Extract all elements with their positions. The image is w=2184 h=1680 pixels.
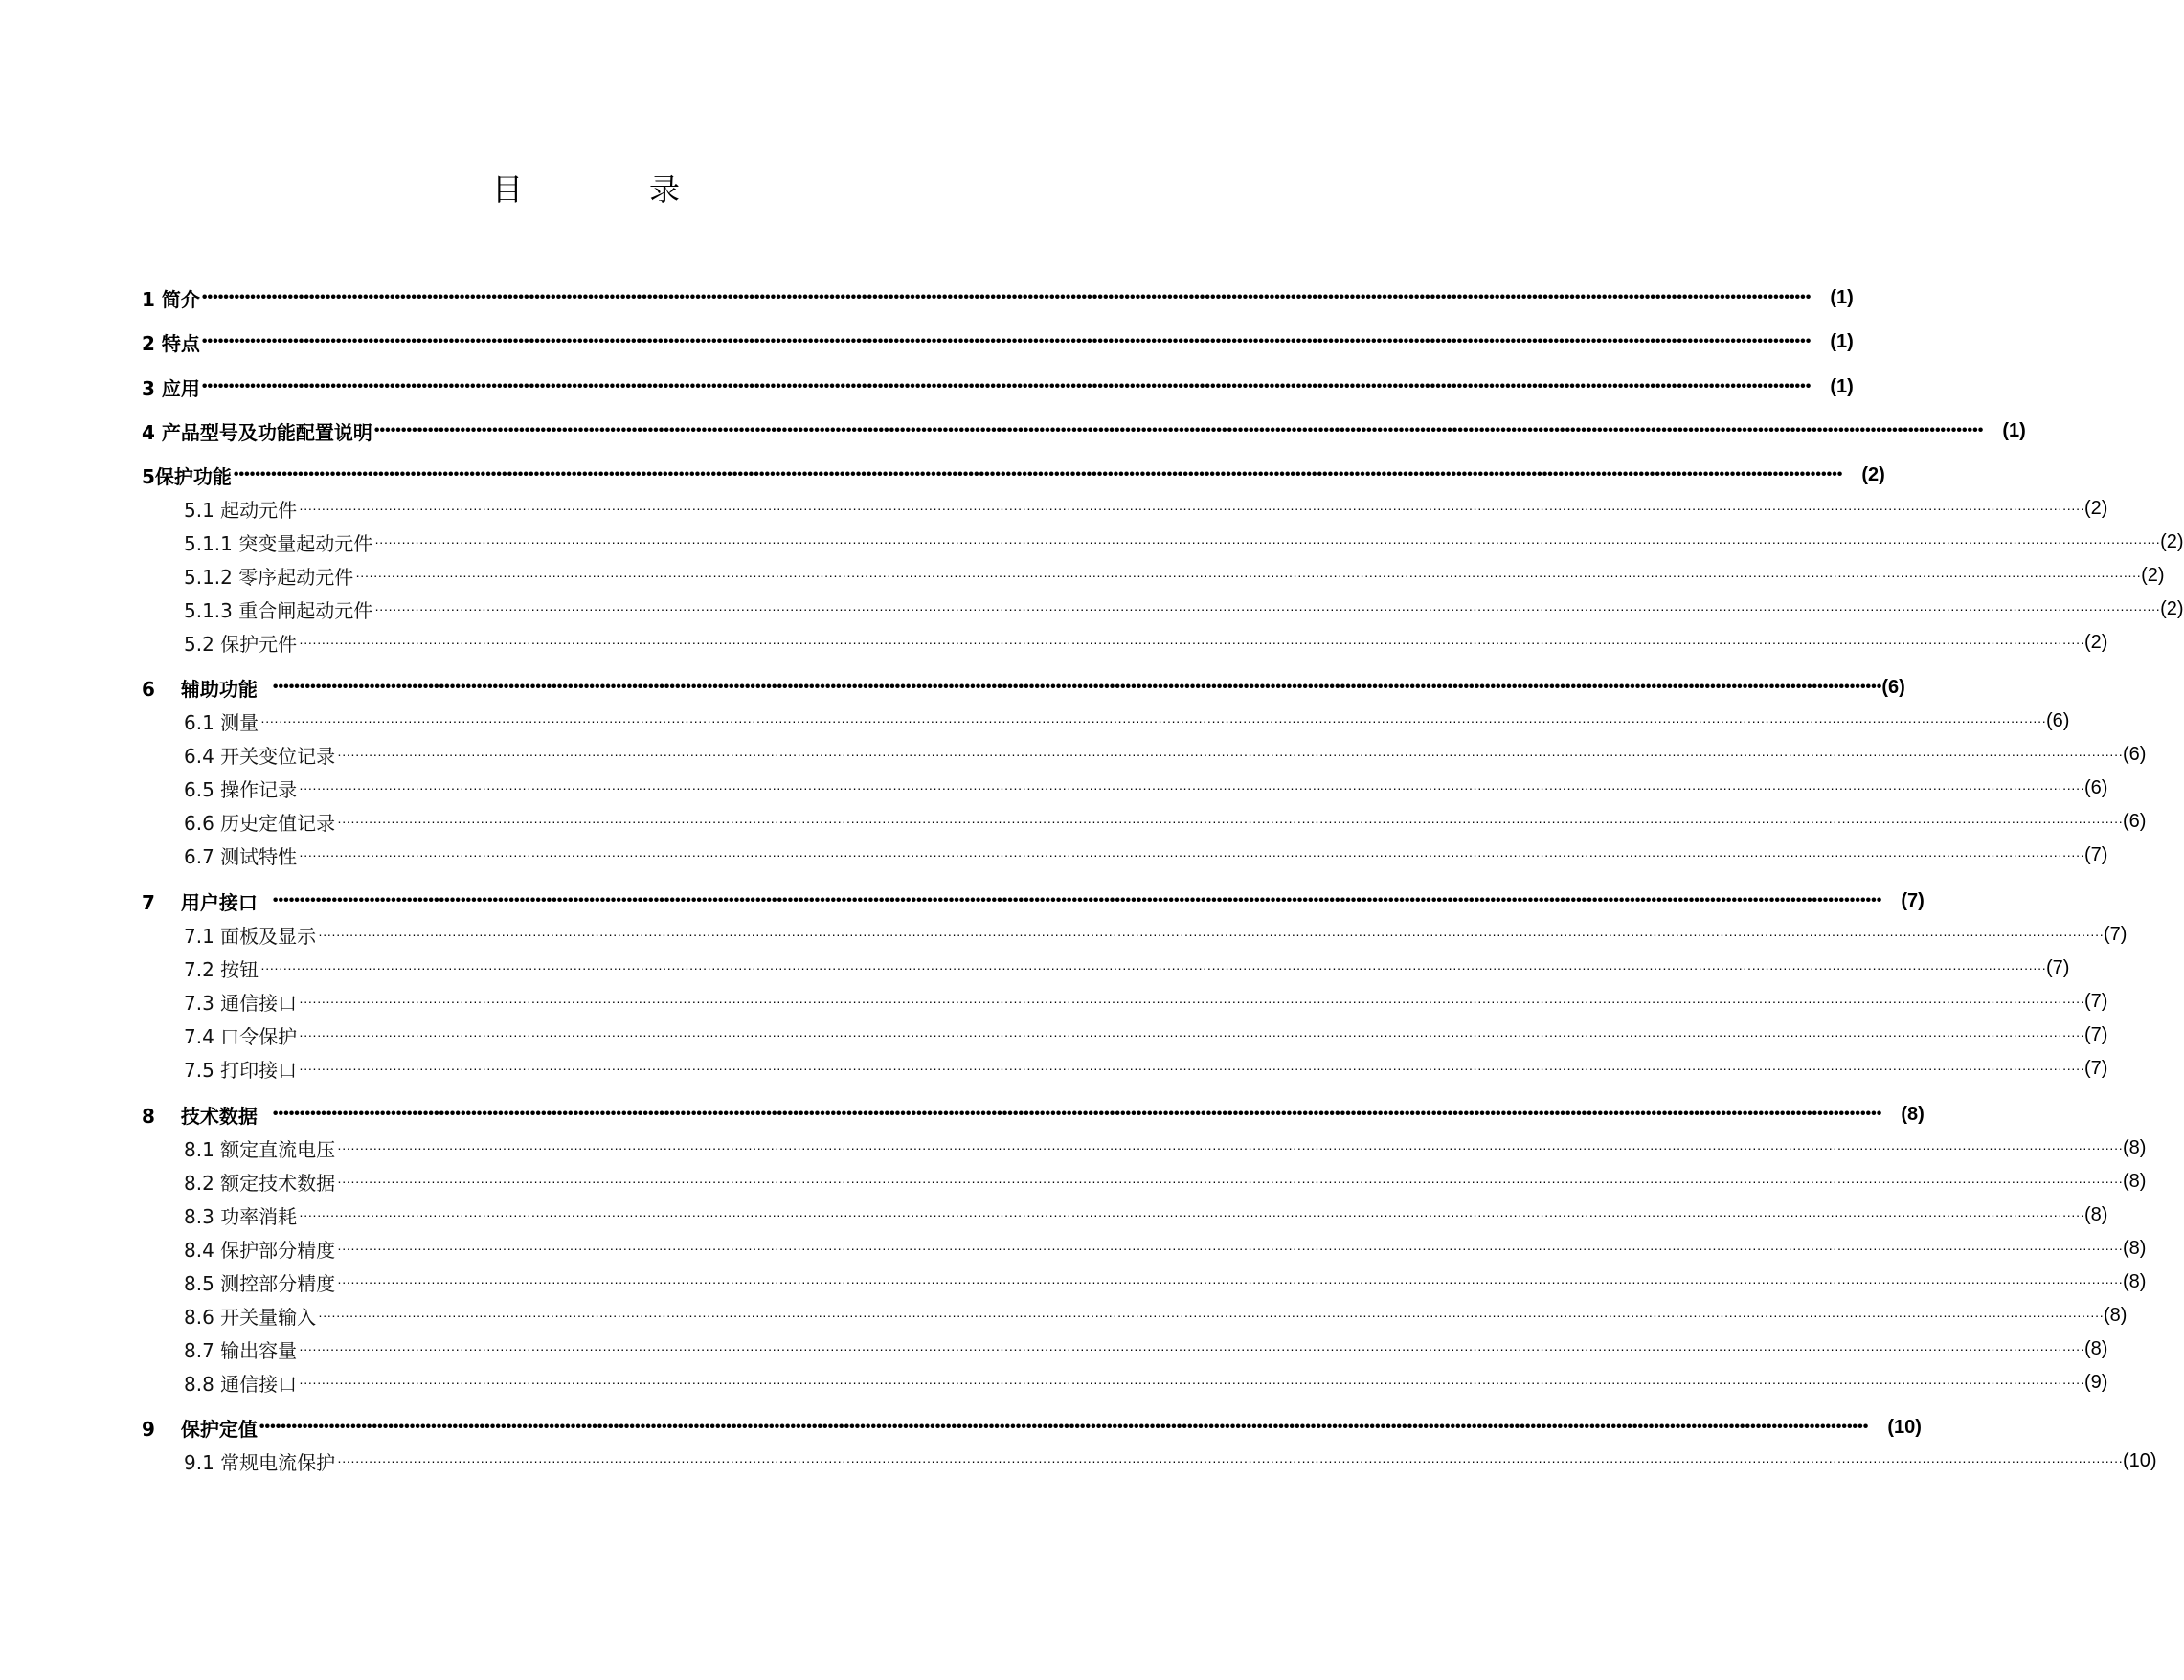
toc-subsection-entry[interactable] bbox=[184, 807, 2147, 836]
toc-section-entry[interactable] bbox=[142, 1100, 1925, 1129]
toc-entry-label bbox=[184, 707, 260, 735]
dot-leader: ················································································································································································································································································································································································································ bbox=[318, 1308, 2105, 1323]
toc-entry-label bbox=[142, 284, 202, 312]
toc-subsection-entry[interactable] bbox=[184, 920, 2128, 949]
toc-section-entry[interactable] bbox=[142, 327, 1854, 356]
toc-entry-label bbox=[142, 461, 234, 489]
toc-page-number: (6) bbox=[2123, 743, 2147, 765]
toc-entry-number: 9.1 bbox=[184, 1450, 214, 1474]
dot-leader: •••••••••••••••••••••••••••••••••••••••••••••••••••••••••••••••••••••••••••••••••••••••••••••••••••••••••••••••••••••••••••••••••••••••••••••••••••••••••••••••••••••••••••••••••••••••••••••••••••••••••••••••••••••••••••••••••••••••••••••••••••••••••••••••••••••••••••••••••••••••••••••••••••••••••••• bbox=[272, 892, 1882, 908]
toc-entry-text: 保护部分精度 bbox=[220, 1238, 336, 1262]
dot-leader: ················································································································································································································································································································································································································ bbox=[337, 747, 2124, 762]
dot-leader: •••••••••••••••••••••••••••••••••••••••••••••••••••••••••••••••••••••••••••••••••••••••••••••••••••••••••••••••••••••••••••••••••••••••••••••••••••••••••••••••••••••••••••••••••••••••••••••••••••••••••••••••••••••••••••••••••••••••••••••••••••••••••••••••••••••••••••••••••••••••••••••••••••••••••••• bbox=[201, 378, 1812, 394]
toc-entry-label bbox=[142, 1414, 259, 1442]
toc-entry-text: 打印接口 bbox=[220, 1058, 298, 1082]
toc-entry-label bbox=[184, 595, 374, 623]
dot-leader: ················································································································································································································································································································································································································ bbox=[299, 1061, 2085, 1076]
toc-entry-text: 技术数据 bbox=[180, 1104, 258, 1128]
toc-entry-number: 8.6 bbox=[184, 1305, 214, 1329]
toc-entry-text: 通信接口 bbox=[220, 991, 298, 1015]
toc-page-number: (8) bbox=[2123, 1136, 2147, 1158]
toc-section-entry[interactable] bbox=[142, 283, 1854, 312]
toc-entry-number: 7 bbox=[142, 890, 155, 914]
toc-entry-number: 9 bbox=[142, 1417, 155, 1441]
toc-entry-text: 特点 bbox=[161, 331, 200, 355]
toc-subsection-entry[interactable] bbox=[184, 740, 2147, 769]
toc-section-entry[interactable] bbox=[142, 886, 1925, 915]
toc-page-number: (8) bbox=[2123, 1170, 2147, 1192]
toc-entry-label bbox=[184, 562, 355, 590]
toc-entry-text: 用户接口 bbox=[180, 890, 258, 914]
toc-page-number: (2) bbox=[2160, 530, 2184, 552]
toc-subsection-entry[interactable] bbox=[184, 1200, 2108, 1229]
toc-page-number: (2) bbox=[1861, 463, 1885, 485]
toc-entry-text: 功率消耗 bbox=[220, 1204, 298, 1228]
toc-entry-text: 辅助功能 bbox=[180, 677, 258, 701]
dot-leader: ················································································································································································································································································································································································································ bbox=[337, 1274, 2124, 1289]
toc-subsection-entry[interactable] bbox=[184, 1167, 2147, 1196]
toc-entry-number: 6.7 bbox=[184, 844, 214, 868]
dot-leader: ················································································································································································································································································································································································································ bbox=[299, 635, 2085, 650]
toc-page-number: (7) bbox=[1901, 889, 1925, 911]
toc-entry-text: 按钮 bbox=[220, 957, 259, 981]
toc-entry-number: 8.2 bbox=[184, 1171, 214, 1195]
toc-entry-number: 7.3 bbox=[184, 991, 214, 1015]
toc-entry-number: 4 bbox=[142, 420, 155, 444]
toc-page-number: (8) bbox=[2084, 1203, 2108, 1225]
toc-entry-number: 8.3 bbox=[184, 1204, 214, 1228]
title-char-2: 录 bbox=[649, 171, 681, 208]
toc-page-number: (8) bbox=[2084, 1337, 2108, 1359]
dot-leader: ················································································································································································································································································································································································································ bbox=[299, 780, 2085, 795]
toc-subsection-entry[interactable] bbox=[184, 494, 2108, 523]
dot-leader: ················································································································································································································································································································································································································ bbox=[374, 601, 2161, 616]
toc-page-number: (2) bbox=[2084, 497, 2108, 519]
toc-subsection-entry[interactable] bbox=[184, 1234, 2147, 1263]
toc-entry-number: 6.1 bbox=[184, 710, 214, 734]
dot-leader: ················································································································································································································································································································································································································ bbox=[355, 568, 2142, 583]
toc-entry-label bbox=[142, 674, 259, 702]
toc-entry-label bbox=[184, 1335, 299, 1363]
toc-page-number: (2) bbox=[2160, 597, 2184, 619]
dot-leader: ················································································································································································································································································································································································································ bbox=[299, 1341, 2085, 1356]
toc-subsection-entry[interactable] bbox=[184, 773, 2108, 802]
toc-subsection-entry[interactable] bbox=[184, 706, 2070, 735]
toc-entry-text: 额定直流电压 bbox=[220, 1137, 336, 1161]
toc-entry-text: 测控部分精度 bbox=[220, 1271, 336, 1295]
toc-entry-text: 保护元件 bbox=[220, 632, 298, 656]
toc-entry-number: 5.1.3 bbox=[184, 598, 233, 622]
toc-section-entry[interactable] bbox=[142, 1413, 1922, 1442]
toc-page-number: (8) bbox=[2123, 1237, 2147, 1259]
toc-entry-label bbox=[142, 373, 202, 401]
toc-entry-text: 通信接口 bbox=[220, 1372, 298, 1396]
toc-page-number: (1) bbox=[1830, 330, 1854, 352]
toc-page-number: (7) bbox=[2104, 923, 2128, 945]
toc-entry-number: 8.8 bbox=[184, 1372, 214, 1396]
toc-entry-number: 6.4 bbox=[184, 744, 214, 768]
dot-leader: ················································································································································································································································································································································································································ bbox=[260, 713, 2047, 728]
toc-page-number: (8) bbox=[2123, 1270, 2147, 1292]
toc-subsection-entry[interactable] bbox=[184, 987, 2108, 1016]
toc-subsection-entry[interactable] bbox=[184, 1446, 2157, 1475]
toc-entry-text: 操作记录 bbox=[220, 777, 298, 801]
dot-leader: ················································································································································································································································································································································································································ bbox=[299, 1027, 2085, 1042]
toc-entry-label bbox=[184, 1369, 299, 1397]
toc-entry-text: 简介 bbox=[161, 287, 200, 311]
dot-leader: ················································································································································································································································································································································································································ bbox=[337, 814, 2124, 829]
toc-entry-number: 8.4 bbox=[184, 1238, 214, 1262]
toc-page-number: (2) bbox=[2084, 631, 2108, 653]
toc-subsection-entry[interactable] bbox=[184, 1301, 2128, 1330]
toc-entry-text: 保护定值 bbox=[180, 1417, 258, 1441]
toc-entry-label bbox=[184, 495, 299, 523]
toc-entry-label bbox=[184, 1235, 337, 1263]
toc-entry-number: 6.5 bbox=[184, 777, 214, 801]
toc-entry-number: 7.5 bbox=[184, 1058, 214, 1082]
toc-entry-label bbox=[142, 417, 374, 445]
dot-leader: •••••••••••••••••••••••••••••••••••••••••••••••••••••••••••••••••••••••••••••••••••••••••••••••••••••••••••••••••••••••••••••••••••••••••••••••••••••••••••••••••••••••••••••••••••••••••••••••••••••••••••••••••••••••••••••••••••••••••••••••••••••••••••••••••••••••••••••••••••••••••••••••••••••••••••• bbox=[201, 333, 1812, 349]
toc-page-number: (8) bbox=[1901, 1103, 1925, 1125]
toc-entry-label bbox=[184, 921, 318, 949]
toc-entry-label bbox=[184, 629, 299, 657]
toc-subsection-entry[interactable] bbox=[184, 628, 2108, 657]
toc-entry-number: 6 bbox=[142, 677, 155, 701]
toc-subsection-entry[interactable] bbox=[184, 953, 2070, 982]
dot-leader: ················································································································································································································································································································································································································ bbox=[337, 1174, 2124, 1189]
toc-entry-number: 7.2 bbox=[184, 957, 214, 981]
dot-leader: ················································································································································································································································································································································································································ bbox=[299, 1375, 2085, 1390]
toc-entry-label bbox=[184, 1168, 337, 1196]
toc-page-number: (6) bbox=[2123, 810, 2147, 832]
toc-entry-label bbox=[184, 528, 374, 556]
toc-entry-number: 7.1 bbox=[184, 924, 214, 948]
toc-page-number: (6) bbox=[2046, 709, 2070, 731]
toc-page-number: (10) bbox=[2123, 1449, 2157, 1471]
toc-entry-label bbox=[184, 1055, 299, 1083]
dot-leader: ················································································································································································································································································································································································································ bbox=[299, 847, 2085, 862]
toc-entry-label bbox=[184, 1302, 318, 1330]
toc-entry-label bbox=[184, 741, 337, 769]
dot-leader: ················································································································································································································································································································································································································ bbox=[318, 927, 2105, 942]
toc-subsection-entry[interactable] bbox=[184, 1334, 2108, 1363]
toc-entry-text: 应用 bbox=[161, 376, 200, 400]
toc-entry-number: 5.2 bbox=[184, 632, 214, 656]
toc-subsection-entry[interactable] bbox=[184, 561, 2165, 590]
toc-page-number: (6) bbox=[2084, 776, 2108, 798]
toc-page-number: (7) bbox=[2046, 956, 2070, 978]
toc-section-entry[interactable] bbox=[142, 460, 1885, 489]
toc-entry-text: 口令保护 bbox=[220, 1024, 298, 1048]
toc-subsection-entry[interactable] bbox=[184, 1133, 2147, 1162]
dot-leader: ················································································································································································································································································································································································································ bbox=[299, 501, 2085, 516]
toc-entry-text: 额定技术数据 bbox=[220, 1171, 336, 1195]
dot-leader: •••••••••••••••••••••••••••••••••••••••••••••••••••••••••••••••••••••••••••••••••••••••••••••••••••••••••••••••••••••••••••••••••••••••••••••••••••••••••••••••••••••••••••••••••••••••••••••••••••••••••••••••••••••••••••••••••••••••••••••••••••••••••••••••••••••••••••••••••••••••••••••••••••••••••••• bbox=[272, 1106, 1882, 1122]
dot-leader: ················································································································································································································································································································································································································ bbox=[299, 1207, 2085, 1222]
toc-entry-number: 8.1 bbox=[184, 1137, 214, 1161]
toc-entry-text: 输出容量 bbox=[220, 1338, 298, 1362]
toc-entry-text: 开关量输入 bbox=[220, 1305, 317, 1329]
toc-page-number: (9) bbox=[2084, 1371, 2108, 1393]
dot-leader: •••••••••••••••••••••••••••••••••••••••••••••••••••••••••••••••••••••••••••••••••••••••••••••••••••••••••••••••••••••••••••••••••••••••••••••••••••••••••••••••••••••••••••••••••••••••••••••••••••••••••••••••••••••••••••••••••••••••••••••••••••••••••••••••••••••••••••••••••••••••••••••••••••••••••••• bbox=[201, 289, 1812, 305]
toc-subsection-entry[interactable] bbox=[184, 527, 2184, 556]
toc-page-number: (1) bbox=[1830, 286, 1854, 308]
toc-entry-label bbox=[142, 328, 202, 356]
toc-entry-label bbox=[184, 1201, 299, 1229]
toc-entry-text: 历史定值记录 bbox=[220, 811, 336, 835]
dot-leader: ················································································································································································································································································································································································································ bbox=[337, 1140, 2124, 1155]
toc-entry-text: 测量 bbox=[220, 710, 259, 734]
toc-page-number: (7) bbox=[2084, 990, 2108, 1012]
toc-entry-label bbox=[184, 774, 299, 802]
dot-leader: ················································································································································································································································································································································································································ bbox=[337, 1241, 2124, 1256]
toc-section-entry[interactable] bbox=[142, 372, 1854, 401]
toc-entry-label bbox=[184, 841, 299, 869]
toc-entry-number: 2 bbox=[142, 331, 155, 355]
toc-page-number: (7) bbox=[2084, 843, 2108, 865]
toc-entry-text: 起动元件 bbox=[220, 498, 298, 522]
toc-entry-text: 常规电流保护 bbox=[220, 1450, 336, 1474]
toc-page-number: (8) bbox=[2104, 1304, 2128, 1326]
toc-entry-number: 3 bbox=[142, 376, 155, 400]
toc-entry-text: 面板及显示 bbox=[220, 924, 317, 948]
toc-page-number: (7) bbox=[2084, 1023, 2108, 1045]
toc-entry-number: 7.4 bbox=[184, 1024, 214, 1048]
dot-leader: •••••••••••••••••••••••••••••••••••••••••••••••••••••••••••••••••••••••••••••••••••••••••••••••••••••••••••••••••••••••••••••••••••••••••••••••••••••••••••••••••••••••••••••••••••••••••••••••••••••••••••••••••••••••••••••••••••••••••••••••••••••••••••••••••••••••••••••••••••••••••••••••••••••••••••• bbox=[373, 422, 1984, 438]
toc-entry-label bbox=[184, 1134, 337, 1162]
toc-entry-number: 8.5 bbox=[184, 1271, 214, 1295]
toc-page-number: (1) bbox=[1830, 375, 1854, 397]
toc-page-number: (6) bbox=[1881, 676, 1905, 698]
toc-entry-number: 5.1 bbox=[184, 498, 214, 522]
toc-entry-number: 5.1.1 bbox=[184, 531, 233, 555]
toc-subsection-entry[interactable] bbox=[184, 1054, 2108, 1083]
toc-page-number: (10) bbox=[1887, 1416, 1922, 1438]
toc-entry-label bbox=[184, 988, 299, 1016]
dot-leader: ················································································································································································································································································································································································································ bbox=[337, 1453, 2124, 1468]
toc-entry-label bbox=[184, 954, 260, 982]
dot-leader: •••••••••••••••••••••••••••••••••••••••••••••••••••••••••••••••••••••••••••••••••••••••••••••••••••••••••••••••••••••••••••••••••••••••••••••••••••••••••••••••••••••••••••••••••••••••••••••••••••••••••••••••••••••••••••••••••••••••••••••••••••••••••••••••••••••••••••••••••••••••••••••••••••••••••••• bbox=[259, 1419, 1869, 1435]
toc-entry-text: 产品型号及功能配置说明 bbox=[161, 420, 372, 444]
toc-entry-label bbox=[184, 808, 337, 836]
toc-entry-label bbox=[184, 1021, 299, 1049]
toc-subsection-entry[interactable] bbox=[184, 594, 2184, 623]
toc-entry-number: 1 bbox=[142, 287, 155, 311]
toc-entry-text: 零序起动元件 bbox=[238, 565, 354, 589]
toc-subsection-entry[interactable] bbox=[184, 1020, 2108, 1049]
toc-entry-text: 开关变位记录 bbox=[220, 744, 336, 768]
title-char-1: 目 bbox=[492, 171, 524, 208]
dot-leader: •••••••••••••••••••••••••••••••••••••••••••••••••••••••••••••••••••••••••••••••••••••••••••••••••••••••••••••••••••••••••••••••••••••••••••••••••••••••••••••••••••••••••••••••••••••••••••••••••••••••••••••••••••••••••••••••••••••••••••••••••••••••••••••••••••••••••••••••••••••••••••••••••••••••••••• bbox=[233, 466, 1843, 482]
dot-leader: •••••••••••••••••••••••••••••••••••••••••••••••••••••••••••••••••••••••••••••••••••••••••••••••••••••••••••••••••••••••••••••••••••••••••••••••••••••••••••••••••••••••••••••••••••••••••••••••••••••••••••••••••••••••••••••••••••••••••••••••••••••••••••••••••••••••••••••••••••••••••••••••••••••••••••• bbox=[272, 679, 1882, 695]
toc-entry-text: 测试特性 bbox=[220, 844, 298, 868]
toc-entry-label bbox=[142, 1101, 259, 1129]
toc-entry-number: 6.6 bbox=[184, 811, 214, 835]
toc-subsection-entry[interactable] bbox=[184, 840, 2108, 869]
toc-entry-label bbox=[142, 887, 259, 915]
toc-entry-number: 8 bbox=[142, 1104, 155, 1128]
toc-page-number: (7) bbox=[2084, 1057, 2108, 1079]
toc-entry-text: 重合闸起动元件 bbox=[238, 598, 373, 622]
toc-entry-number: 5.1.2 bbox=[184, 565, 233, 589]
toc-entry-text: 突变量起动元件 bbox=[238, 531, 373, 555]
toc-entry-label bbox=[184, 1268, 337, 1296]
toc-entry-number: 5 bbox=[142, 464, 155, 488]
toc-section-entry[interactable] bbox=[142, 416, 2026, 445]
toc-subsection-entry[interactable] bbox=[184, 1368, 2108, 1397]
toc-subsection-entry[interactable] bbox=[184, 1267, 2147, 1296]
page-title bbox=[0, 170, 1187, 209]
toc-section-entry[interactable] bbox=[142, 673, 1905, 702]
toc-entry-number: 8.7 bbox=[184, 1338, 214, 1362]
toc-entry-text: 保护功能 bbox=[154, 464, 232, 488]
dot-leader: ················································································································································································································································································································································································································ bbox=[260, 960, 2047, 975]
dot-leader: ················································································································································································································································································································································································································ bbox=[299, 994, 2085, 1009]
toc-entry-label bbox=[184, 1447, 337, 1475]
dot-leader: ················································································································································································································································································································································································································ bbox=[374, 534, 2161, 549]
toc-page-number: (2) bbox=[2141, 564, 2165, 586]
toc-page-number: (1) bbox=[2002, 419, 2026, 441]
